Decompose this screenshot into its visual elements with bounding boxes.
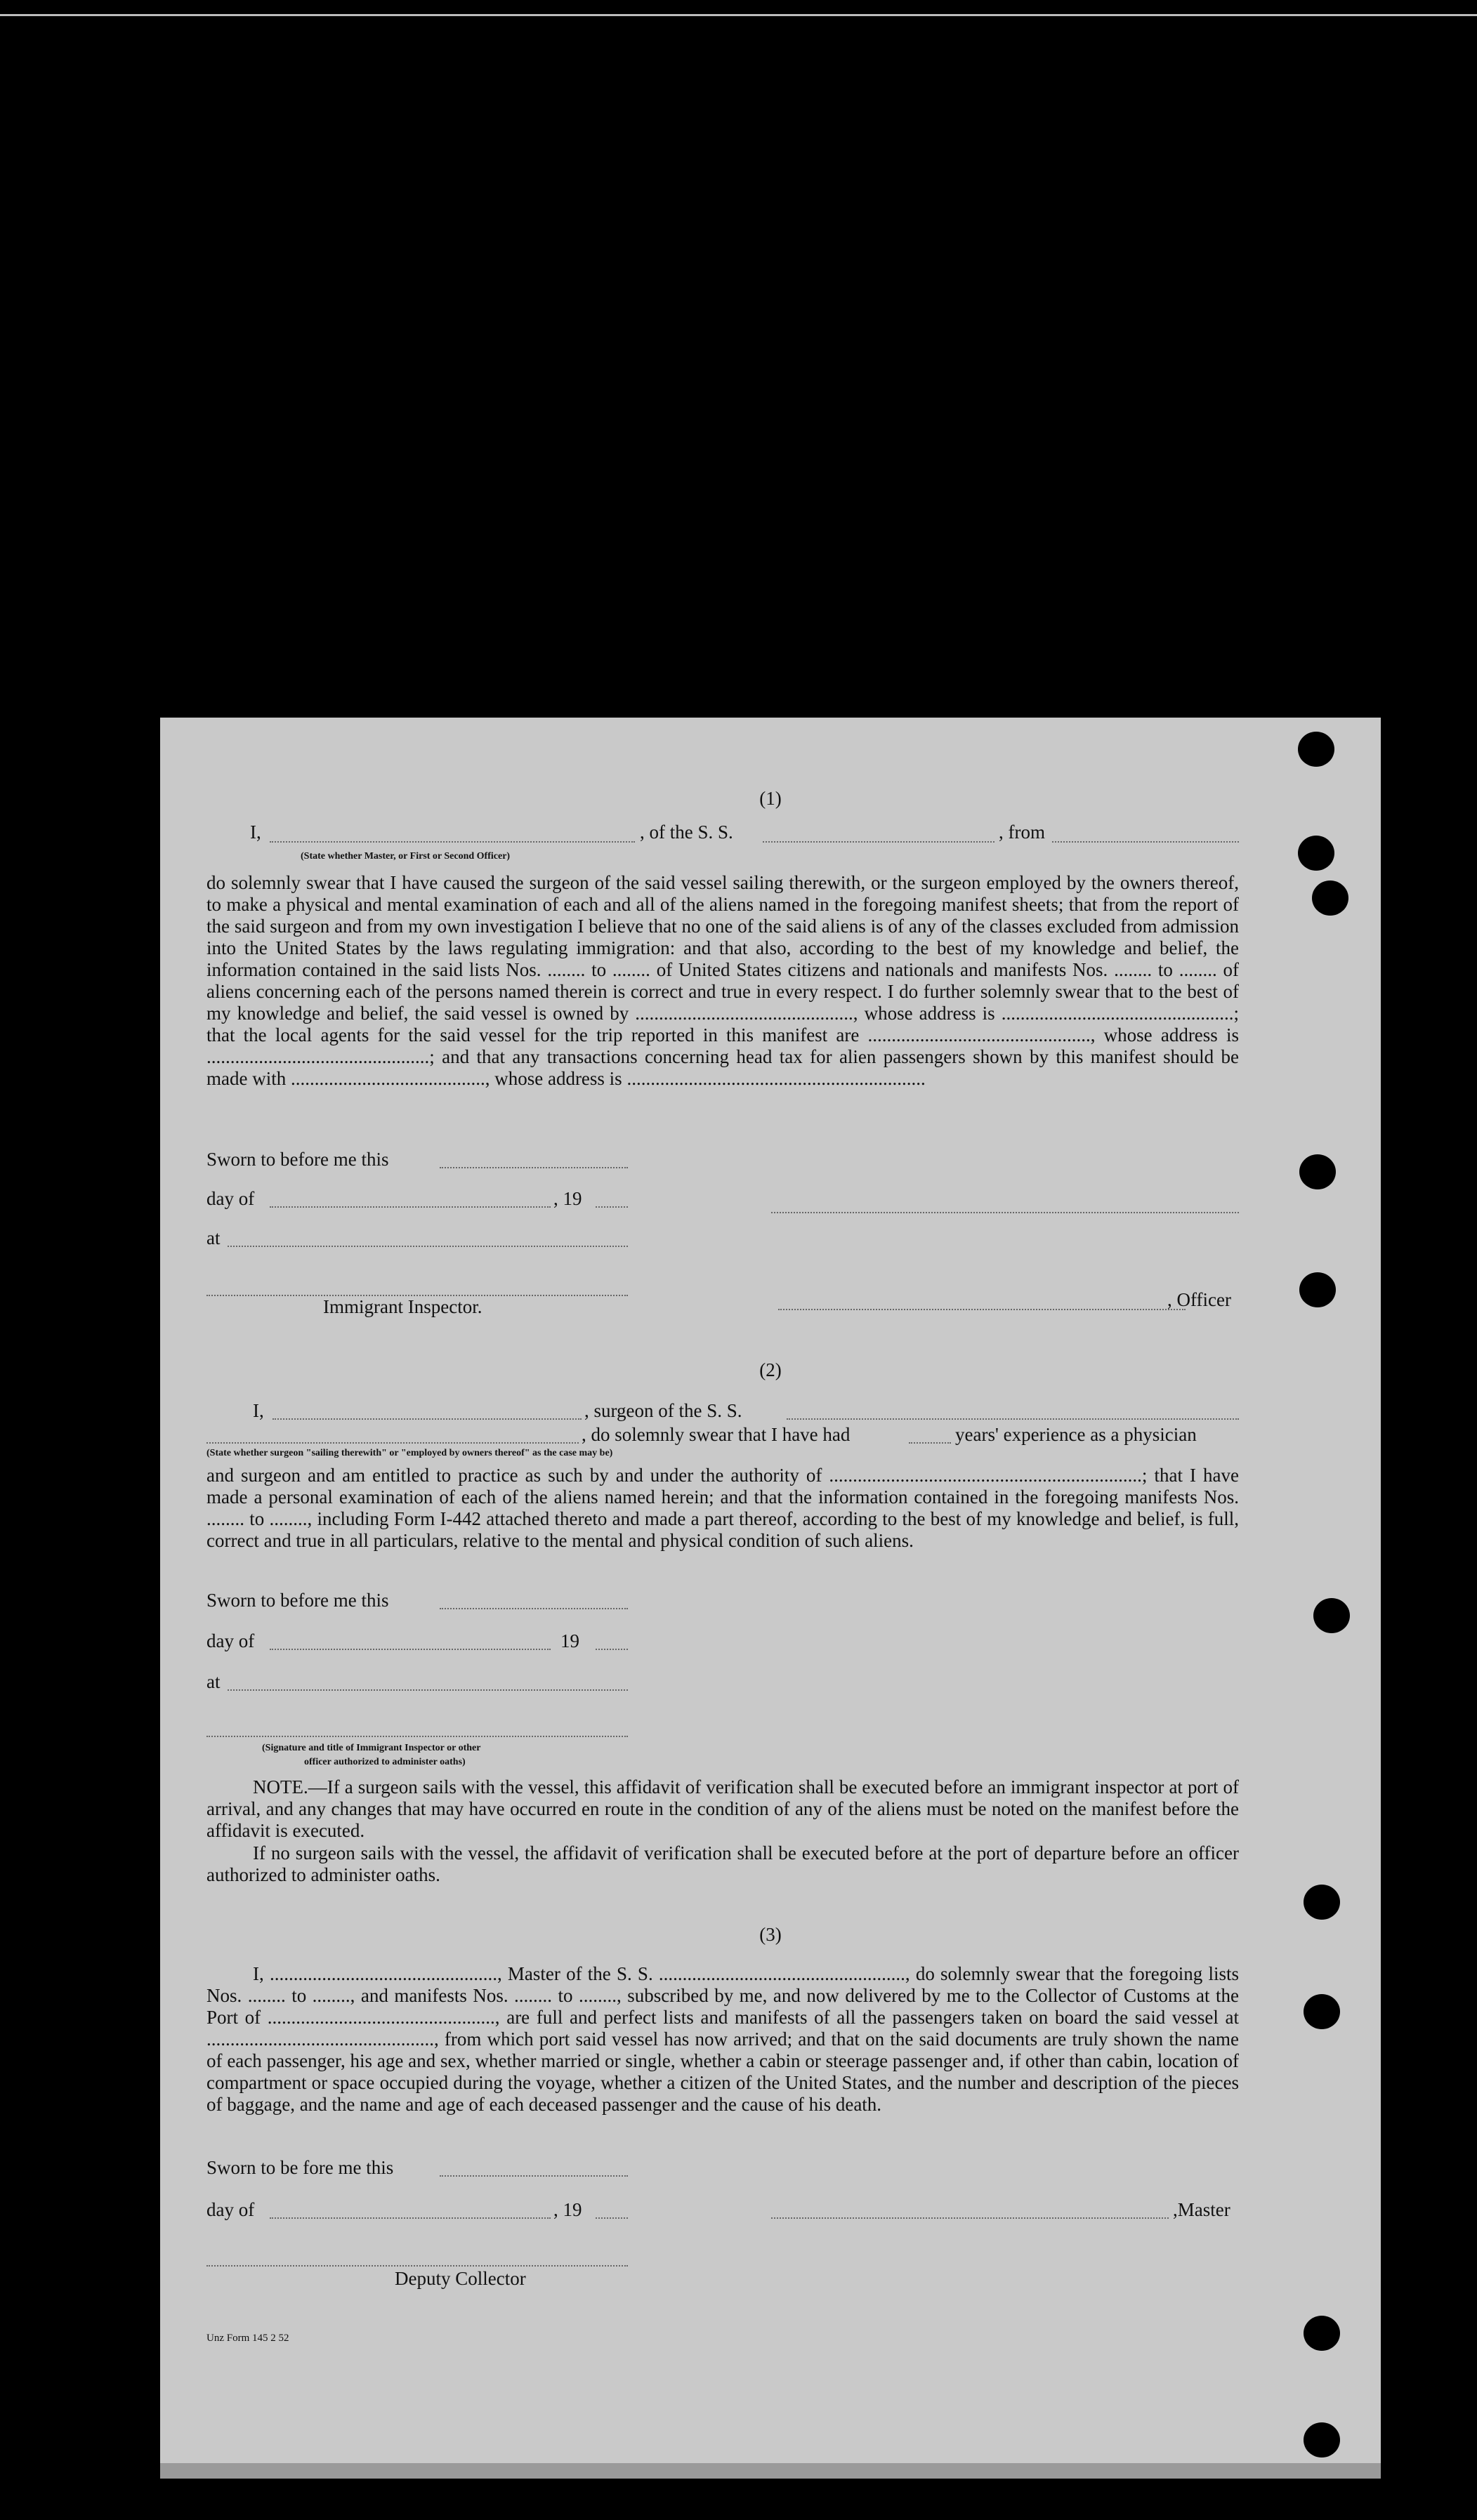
s1-day-of-label: day of [206, 1188, 255, 1209]
s2-day-field[interactable] [270, 1649, 551, 1650]
binder-hole [1304, 1994, 1340, 2029]
s1-from-field[interactable] [1052, 841, 1239, 843]
scan-edge-line [0, 14, 1477, 16]
s3-year-label: , 19 [553, 2199, 582, 2220]
s2-years-label: years' experience as a physician [955, 1424, 1197, 1445]
s2-years-field[interactable] [909, 1442, 951, 1444]
s1-vessel-field[interactable] [763, 841, 994, 843]
s3-sworn-field[interactable] [440, 2175, 628, 2177]
s2-name-field[interactable] [273, 1418, 582, 1420]
section-2-number: (2) [759, 1359, 782, 1380]
s2-signature-line[interactable] [206, 1736, 628, 1737]
manifest-affidavit-page [160, 718, 1381, 2479]
s3-affidavit-text: I, ................................................, Master of the S. S. ...................................................., do solemnly swear that the foregoing lists Nos. ........ to ........, and manifests Nos. ........ to ........, subscribed by me, and now delivered by me to the Collector of Customs at the Port of ................................................, are full and perfect lists and manifests of all the passengers taken on board the said vessel at ................................................, from which port said vessel has now arrived; and that on the said documents are truly shown the name of each passenger, his age and sex, whether married or single, whether a cabin or steerage passenger and, if other than cabin, location of compartment or space occupied during the voyage, whether a citizen of the United States, and the number and description of the pieces of baggage, and the name and age of each deceased passenger and the cause of his death. [206, 1963, 1239, 2115]
page-bottom-edge [160, 2463, 1381, 2479]
s1-officer-signature-line[interactable] [778, 1309, 1186, 1310]
s1-sworn-field[interactable] [440, 1167, 628, 1168]
s1-name-field[interactable] [270, 841, 635, 843]
s1-year-field[interactable] [596, 1206, 628, 1208]
s1-inspector-label: Immigrant Inspector. [323, 1296, 483, 1317]
section-1-number: (1) [759, 788, 782, 809]
s1-from-label: , from [999, 822, 1045, 843]
binder-hole [1299, 1154, 1336, 1189]
binder-hole [1298, 732, 1334, 767]
s2-surgeon-hint: (State whether surgeon "sailing therewith" or "employed by owners thereof" as the case may be) [206, 1448, 613, 1458]
s2-i-label: I, [253, 1400, 264, 1421]
binder-hole [1298, 836, 1334, 871]
s3-year-field[interactable] [596, 2217, 628, 2219]
s2-year-field[interactable] [596, 1649, 628, 1650]
s3-day-field[interactable] [270, 2217, 551, 2219]
s1-master-hint: (State whether Master, or First or Second Officer) [301, 851, 511, 862]
s3-master-signature-line[interactable] [771, 2217, 1169, 2219]
s2-year-label: 19 [560, 1630, 579, 1651]
s2-vessel-field[interactable] [787, 1418, 1239, 1420]
binder-hole [1299, 1272, 1336, 1307]
s2-at-label: at [206, 1671, 221, 1692]
s1-year-label: , 19 [553, 1188, 582, 1209]
binder-hole [1304, 2316, 1340, 2351]
s2-sworn-field[interactable] [440, 1608, 628, 1609]
s2-sworn-label: Sworn to before me this [206, 1590, 389, 1611]
s2-day-of-label: day of [206, 1630, 255, 1651]
s1-affidavit-text: do solemnly swear that I have caused the surgeon of the said vessel sailing therewith, or the surgeon employed by the owners thereof, to make a physical and mental examination of each and all of the aliens named in the foregoing manifest sheets; that from the report of the said surgeon and from my own investigation I believe that no one of the said aliens is of any of the classes excluded from admission into the United States by the laws regulating immigration: and that also, according to the best of my knowledge and belief, the information contained in the said lists Nos. ........ to ........ of United States citizens and nationals and manifests Nos. ........ to ........ of aliens concerning each of the persons named therein is correct and true in every respect. I do further solemnly swear that to the best of my knowledge and belief, the said vessel is owned by .............................................., whose address is .................................................; that the local agents for the said vessel for the trip reported in this manifest are ..............................................., whose address is ...............................................; and that any transactions concerning head tax for alien passengers shown by this manifest should be made with ........................................., whose address is ............................................................... [206, 872, 1239, 1089]
s2-surgeon-label: , surgeon of the S. S. [584, 1400, 742, 1421]
s2-signature-hint-2: officer authorized to administer oaths) [304, 1757, 466, 1767]
s3-day-of-label: day of [206, 2199, 255, 2220]
binder-hole [1313, 1598, 1350, 1633]
s1-officer-label: , Officer [1167, 1289, 1231, 1310]
s1-at-field[interactable] [228, 1246, 628, 1247]
s3-collector-signature-line[interactable] [206, 2265, 628, 2267]
s1-at-label: at [206, 1227, 221, 1248]
binder-hole [1312, 880, 1348, 916]
s3-sworn-label: Sworn to be fore me this [206, 2157, 394, 2178]
binder-hole [1304, 2422, 1340, 2458]
s2-surgeon-type-field[interactable] [206, 1442, 579, 1444]
s2-affidavit-text: and surgeon and am entitled to practice as such by and under the authority of ..................................................................; that I have made a personal examination of each of the aliens named herein; and that the information contained in the foregoing manifests Nos. ........ to ........, including Form I-442 attached thereto and made a part thereof, according to the best of my knowledge and belief, is full, correct and true in all particulars, relative to the mental and physical condition of such aliens. [206, 1465, 1239, 1551]
s1-signature-line[interactable] [771, 1212, 1239, 1213]
s2-swear-label: , do solemnly swear that I have had [582, 1424, 851, 1445]
s1-of-ss-label: , of the S. S. [640, 822, 733, 843]
s3-collector-label: Deputy Collector [395, 2268, 526, 2289]
form-number: Unz Form 145 2 52 [206, 2333, 289, 2344]
s2-note-text-2: If no surgeon sails with the vessel, the affidavit of verification shall be executed before at the port of departure before an officer authorized to administer oaths. [206, 1842, 1239, 1885]
s2-signature-hint-1: (Signature and title of Immigrant Inspector or other [262, 1743, 481, 1753]
s1-sworn-label: Sworn to before me this [206, 1149, 389, 1170]
s3-master-label: ,Master [1173, 2199, 1230, 2220]
binder-hole [1304, 1885, 1340, 1920]
s1-i-label: I, [250, 822, 261, 843]
s2-note-text: NOTE.—If a surgeon sails with the vessel, this affidavit of verification shall be executed before an immigrant inspector at port of arrival, and any changes that may have occurred en route in the condition of any of the aliens must be noted on the manifest before the affidavit is executed. [206, 1776, 1239, 1841]
s1-day-field[interactable] [270, 1206, 551, 1208]
s2-at-field[interactable] [228, 1689, 628, 1691]
section-3-number: (3) [759, 1924, 782, 1945]
